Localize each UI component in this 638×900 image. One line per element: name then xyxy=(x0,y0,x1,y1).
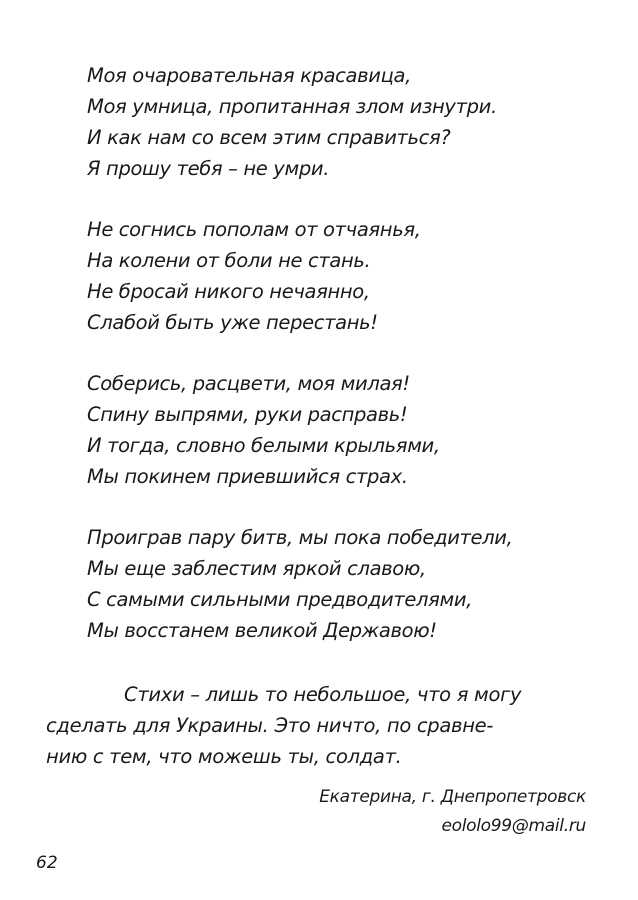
poem-line: Мы еще заблестим яркой славою, xyxy=(87,557,426,580)
poem-line: Мы восстанем великой Державою! xyxy=(87,619,437,642)
poem-line: И как нам со всем этим справиться? xyxy=(87,126,451,149)
author-note-line: нию с тем, что можешь ты, солдат. xyxy=(46,745,402,768)
poem-line: Я прошу тебя – не умри. xyxy=(87,157,330,180)
author-email: eololo99@mail.ru xyxy=(441,816,586,836)
poem-line: Не согнись пополам от отчаянья, xyxy=(87,218,421,241)
poem-line: Проиграв пару битв, мы пока победители, xyxy=(87,526,513,549)
stanza-4 xyxy=(87,522,607,646)
stanza-2 xyxy=(87,214,607,338)
author-signature: Екатерина, г. Днепропетровск xyxy=(319,787,586,807)
poem xyxy=(87,60,607,676)
poem-line: Моя очаровательная красавица, xyxy=(87,64,411,87)
poem-line: Соберись, расцвети, моя милая! xyxy=(87,372,410,395)
poem-line: Не бросай никого нечаянно, xyxy=(87,280,370,303)
stanza-1 xyxy=(87,60,607,184)
author-note-line: сделать для Украины. Это ничто, по сравне- xyxy=(46,714,494,737)
poem-line: На колени от боли не стань. xyxy=(87,249,371,272)
poem-line: С самыми сильными предводителями, xyxy=(87,588,473,611)
stanza-3 xyxy=(87,368,607,492)
poem-line: Спину выпрями, руки расправь! xyxy=(87,403,408,426)
page-number: 62 xyxy=(36,853,58,873)
author-note xyxy=(46,679,588,772)
poem-line: Моя умница, пропитанная злом изнутри. xyxy=(87,95,497,118)
author-note-line: Стихи – лишь то небольшое, что я могу xyxy=(124,683,522,706)
poem-line: И тогда, словно белыми крыльями, xyxy=(87,434,440,457)
poem-line: Мы покинем приевшийся страх. xyxy=(87,465,408,488)
poem-line: Слабой быть уже перестань! xyxy=(87,311,378,334)
